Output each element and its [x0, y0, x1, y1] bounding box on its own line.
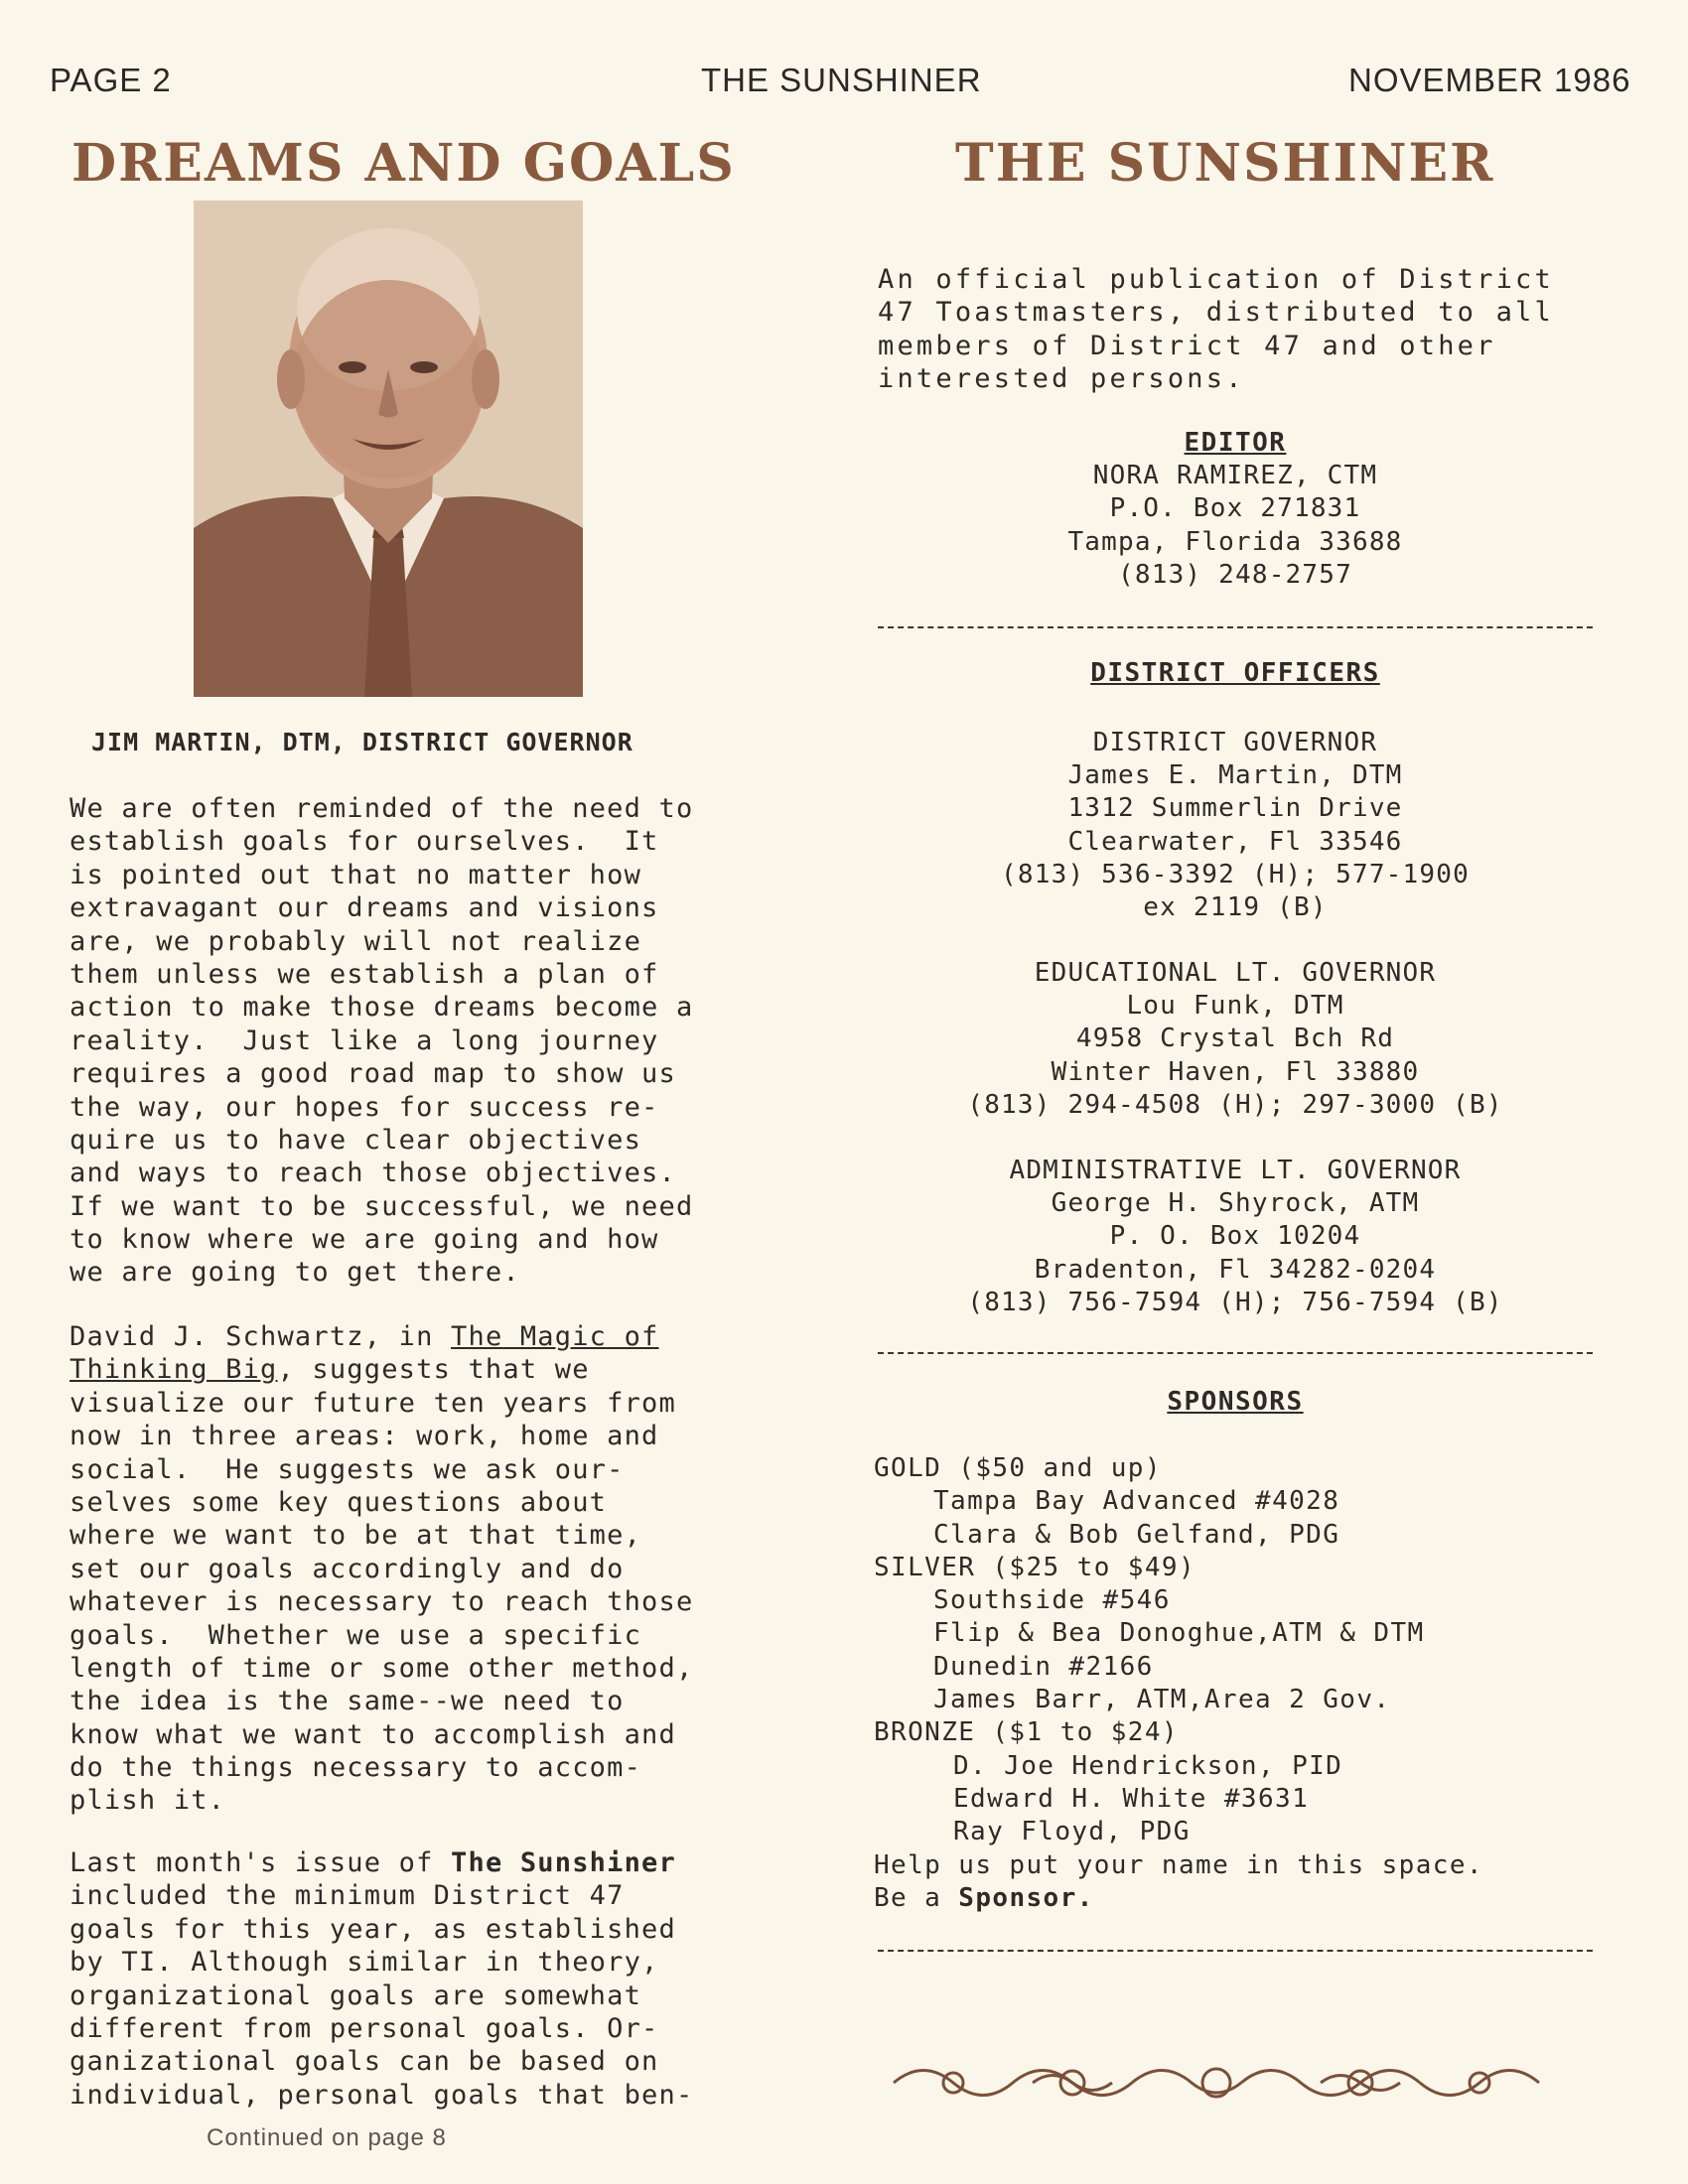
editor-line: Tampa, Florida 33688	[1067, 526, 1403, 557]
text-line: ganizational goals can be based on	[70, 2046, 659, 2078]
running-title: THE SUNSHINER	[701, 62, 982, 98]
article-paragraph-2	[70, 1320, 784, 1818]
officer-line: Bradenton, Fl 34282-0204	[1034, 1254, 1437, 1285]
text-line: extravagant our dreams and visions	[70, 892, 659, 924]
officer-line: James E. Martin, DTM	[1067, 760, 1403, 791]
sponsor-item: Flip & Bea Donoghue,ATM & DTM	[933, 1618, 1425, 1649]
masthead-title: THE SUNSHINER	[955, 133, 1495, 194]
sponsor-tier-gold: GOLD ($50 and up)	[874, 1453, 1162, 1483]
officer-line: (813) 756-7594 (H); 756-7594 (B)	[967, 1287, 1503, 1317]
text-line: set our goals accordingly and do	[70, 1553, 625, 1584]
article-title: DREAMS AND GOALS	[71, 133, 736, 194]
sponsor-item: Ray Floyd, PDG	[953, 1817, 1191, 1847]
text-fragment: David J. Schwartz, in	[70, 1321, 452, 1352]
article-paragraph-3	[70, 1846, 784, 2112]
divider	[878, 1950, 1593, 1952]
text-line: requires a good road map to show us	[70, 1058, 676, 1090]
text-line: If we want to be successful, we need	[70, 1190, 694, 1222]
officer-role: DISTRICT GOVERNOR	[1092, 728, 1378, 757]
text-line: the way, our hopes for success re-	[70, 1091, 659, 1123]
administrative-governor-block	[878, 1155, 1593, 1319]
divider	[878, 1352, 1593, 1354]
text-line: social. He suggests we ask our-	[70, 1453, 625, 1485]
editor-line: P.O. Box 271831	[1109, 493, 1361, 524]
text-line: An official publication of District	[878, 264, 1554, 295]
article-paragraph-1	[70, 792, 784, 1290]
text-line: length of time or some other method,	[70, 1652, 694, 1684]
photo-caption: JIM MARTIN, DTM, DISTRICT GOVERNOR	[91, 728, 633, 756]
officer-line: Winter Haven, Fl 33880	[1051, 1056, 1420, 1087]
sponsors-list	[874, 1452, 1599, 1915]
officer-role: ADMINISTRATIVE LT. GOVERNOR	[1009, 1156, 1462, 1185]
sponsor-item: Tampa Bay Advanced #4028	[933, 1486, 1340, 1517]
officer-role: EDUCATIONAL LT. GOVERNOR	[1034, 958, 1437, 988]
text-fragment: Last month's issue of	[70, 1847, 452, 1878]
officer-line: (813) 536-3392 (H); 577-1900	[1001, 859, 1470, 889]
sponsor-word: Sponsor	[958, 1882, 1077, 1913]
officer-line: (813) 294-4508 (H); 297-3000 (B)	[967, 1089, 1503, 1120]
text-line: We are often reminded of the need to	[70, 793, 694, 824]
text-fragment: .	[1076, 1882, 1094, 1913]
masthead-intro	[878, 263, 1593, 396]
sponsor-tier-bronze: BRONZE ($1 to $24)	[874, 1717, 1179, 1748]
book-title: Thinking Big	[70, 1354, 278, 1386]
text-line: do the things necessary to accom-	[70, 1752, 642, 1784]
officer-line: George H. Shyrock, ATM	[1051, 1188, 1420, 1219]
text-line: reality. Just like a long journey	[70, 1024, 659, 1056]
book-title: The Magic of	[451, 1321, 659, 1352]
text-line: visualize our future ten years from	[70, 1387, 676, 1419]
editor-line: (813) 248-2757	[1118, 559, 1352, 590]
text-line: and ways to reach those objectives.	[70, 1158, 676, 1189]
text-line: individual, personal goals that ben-	[70, 2079, 694, 2111]
text-line: them unless we establish a plan of	[70, 958, 659, 990]
decorative-scroll-ornament	[884, 2053, 1549, 2113]
sponsor-item: Southside #546	[933, 1585, 1171, 1616]
officers-heading: DISTRICT OFFICERS	[1090, 658, 1380, 688]
text-line: is pointed out that no matter how	[70, 859, 642, 890]
text-line: are, we probably will not realize	[70, 925, 642, 957]
text-fragment: Be a	[874, 1882, 959, 1913]
text-line: establish goals for ourselves. It	[70, 826, 659, 858]
sponsor-tier-silver: SILVER ($25 to $49)	[874, 1552, 1196, 1582]
sponsor-item: D. Joe Hendrickson, PID	[953, 1750, 1343, 1781]
officer-line: 1312 Summerlin Drive	[1067, 793, 1403, 824]
text-line: where we want to be at that time,	[70, 1520, 642, 1552]
text-line: we are going to get there.	[70, 1257, 520, 1289]
educational-governor-block	[878, 957, 1593, 1122]
text-line: know what we want to accomplish and	[70, 1718, 676, 1750]
editor-block	[878, 427, 1593, 592]
text-line: interested persons.	[878, 363, 1245, 395]
text-line: action to make those dreams become a	[70, 992, 694, 1024]
officer-line: 4958 Crystal Bch Rd	[1075, 1024, 1395, 1054]
officers-section	[878, 657, 1593, 690]
text-line: plish it.	[70, 1785, 226, 1817]
text-line: quire us to have clear objectives	[70, 1124, 642, 1156]
text-line: by TI. Although similar in theory,	[70, 1947, 659, 1979]
sponsor-appeal	[874, 1882, 1599, 1915]
sponsor-item: James Barr, ATM,Area 2 Gov.	[933, 1685, 1391, 1715]
portrait-illustration	[194, 201, 583, 697]
continued-note: Continued on page 8	[207, 2124, 447, 2151]
text-line: whatever is necessary to reach those	[70, 1586, 694, 1618]
issue-date: NOVEMBER 1986	[1348, 62, 1631, 98]
sponsor-appeal: Help us put your name in this space.	[874, 1849, 1483, 1880]
divider	[878, 626, 1593, 628]
text-line: different from personal goals. Or-	[70, 2012, 659, 2044]
text-line: goals for this year, as established	[70, 1913, 676, 1945]
text-line	[70, 1320, 784, 1353]
text-line: goals. Whether we use a specific	[70, 1619, 642, 1651]
editor-heading: EDITOR	[1184, 428, 1287, 458]
editor-line: NORA RAMIREZ, CTM	[1092, 461, 1378, 491]
text-line	[70, 1846, 784, 1879]
text-line	[70, 1353, 784, 1386]
text-line: the idea is the same--we need to	[70, 1686, 625, 1717]
portrait-photo	[194, 201, 583, 697]
text-line: 47 Toastmasters, distributed to all	[878, 297, 1554, 329]
text-line: selves some key questions about	[70, 1486, 608, 1518]
officer-line: Lou Funk, DTM	[1126, 991, 1344, 1022]
sponsor-item: Edward H. White #3631	[953, 1783, 1310, 1814]
text-line: organizational goals are somewhat	[70, 1979, 642, 2011]
sponsors-section	[878, 1386, 1593, 1419]
page-number: PAGE 2	[50, 62, 172, 98]
sponsor-item: Clara & Bob Gelfand, PDG	[933, 1519, 1340, 1550]
text-line: now in three areas: work, home and	[70, 1421, 659, 1452]
text-line: included the minimum District 47	[70, 1880, 625, 1912]
text-line: members of District 47 and other	[878, 330, 1496, 361]
officer-line: P. O. Box 10204	[1109, 1221, 1361, 1252]
publication-name: The Sunshiner	[451, 1847, 676, 1878]
sponsors-heading: SPONSORS	[1167, 1387, 1304, 1417]
officer-line: ex 2119 (B)	[1143, 892, 1328, 923]
text-fragment: , suggests that we	[277, 1354, 590, 1386]
text-line: to know where we are going and how	[70, 1224, 659, 1256]
officer-line: Clearwater, Fl 33546	[1067, 826, 1403, 857]
governor-block	[878, 727, 1593, 924]
sponsor-item: Dunedin #2166	[933, 1651, 1154, 1682]
